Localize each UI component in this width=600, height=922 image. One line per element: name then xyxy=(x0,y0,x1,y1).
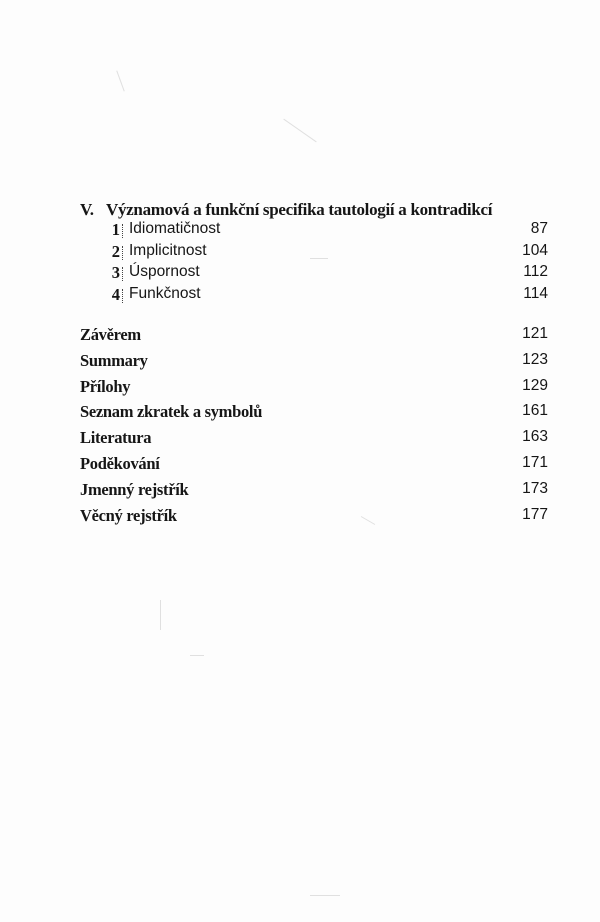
chapter-title: Významová a funkční specifika tautologií a kontradikcí xyxy=(106,200,493,219)
entry-title: Poděkování xyxy=(80,453,160,473)
entry-title: Přílohy xyxy=(80,376,131,396)
page-number: 129 xyxy=(522,376,548,394)
toc-section-row[interactable] xyxy=(80,242,548,264)
section-title: Implicitnost xyxy=(129,241,207,259)
chapter-numeral: V. xyxy=(80,200,94,219)
entry-title: Závěrem xyxy=(80,325,141,344)
section-title: Úspornost xyxy=(129,263,200,280)
dotted-separator xyxy=(122,289,125,303)
entry-title: Literatura xyxy=(80,428,152,448)
toc-entry-row[interactable] xyxy=(80,377,548,403)
chapter-heading xyxy=(80,200,550,220)
toc-section-row[interactable] xyxy=(80,285,548,307)
entry-title: Věcný rejstřík xyxy=(80,505,177,525)
toc-entry-row[interactable] xyxy=(80,428,548,454)
toc-entry-row[interactable] xyxy=(80,480,548,506)
entry-title: Summary xyxy=(80,350,148,370)
toc-entries xyxy=(80,325,548,531)
page-number: 112 xyxy=(523,263,548,280)
section-number: 1 xyxy=(111,220,120,239)
toc-entry-row[interactable] xyxy=(80,506,548,532)
section-title: Funkčnost xyxy=(129,284,201,302)
scan-mark xyxy=(283,119,316,143)
page-number: 87 xyxy=(530,220,548,237)
toc-entry-row[interactable] xyxy=(80,325,548,351)
scan-mark xyxy=(116,70,124,91)
section-number: 3 xyxy=(111,263,120,282)
section-number: 4 xyxy=(111,284,120,304)
toc-section-row[interactable] xyxy=(80,220,548,242)
scan-mark xyxy=(160,600,161,630)
chapter-sections xyxy=(80,220,548,306)
page-number: 173 xyxy=(522,479,548,497)
toc-entry-row[interactable] xyxy=(80,454,548,480)
section-title: Idiomatičnost xyxy=(129,220,221,237)
page-number: 163 xyxy=(522,428,548,446)
page-number: 161 xyxy=(522,402,548,420)
page-number: 177 xyxy=(522,505,548,523)
page-number: 114 xyxy=(523,284,548,302)
page-number: 121 xyxy=(522,325,548,342)
section-number: 2 xyxy=(111,241,120,261)
page-number: 123 xyxy=(522,350,548,368)
toc-entry-row[interactable] xyxy=(80,402,548,428)
toc-section-row[interactable] xyxy=(80,263,548,285)
dotted-separator xyxy=(122,246,125,260)
entry-title: Jmenný rejstřík xyxy=(80,479,189,499)
page-number: 104 xyxy=(522,241,548,259)
dotted-separator xyxy=(122,224,125,238)
entry-title: Seznam zkratek a symbolů xyxy=(80,402,263,422)
scan-mark xyxy=(190,655,204,656)
toc-entry-row[interactable] xyxy=(80,351,548,377)
scan-mark xyxy=(310,895,340,896)
page-number: 171 xyxy=(522,453,548,471)
dotted-separator xyxy=(122,267,125,281)
